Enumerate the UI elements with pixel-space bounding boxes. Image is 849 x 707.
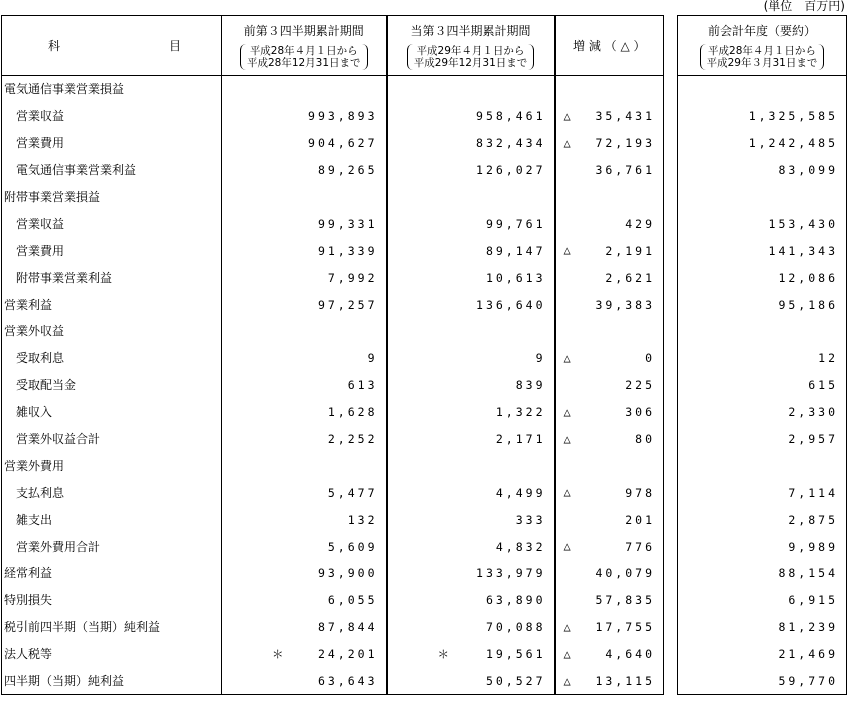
column-gap	[664, 614, 678, 641]
cell-prev-year-value: 153,430	[768, 216, 838, 231]
cell-prev-period	[222, 668, 387, 695]
cell-prev-period	[222, 76, 387, 103]
cell-prev-year-value: 6,915	[788, 593, 838, 608]
cell-prev-year-value: 81,239	[778, 620, 838, 635]
row-label: 附帯事業営業損益	[2, 184, 222, 211]
header-year-range	[700, 44, 825, 70]
cell-diff	[555, 560, 664, 587]
table-row	[2, 479, 847, 506]
row-label: 支払利息	[2, 479, 222, 506]
table-row	[2, 130, 847, 157]
cell-prev-year	[678, 399, 847, 426]
column-gap	[664, 399, 678, 426]
table-row	[2, 452, 847, 479]
cell-prev-period-value: 5,477	[327, 485, 378, 500]
row-label: 営業収益	[2, 210, 222, 237]
cell-diff-value: 13,115	[595, 674, 655, 689]
column-gap	[664, 237, 678, 264]
cell-prev-period	[222, 291, 387, 318]
cell-curr-period-value: 2,171	[495, 432, 546, 447]
note-asterisk: ＊	[272, 646, 287, 661]
column-gap	[664, 479, 678, 506]
cell-diff-value: 72,193	[595, 136, 655, 151]
row-label: 雑収入	[2, 399, 222, 426]
cell-prev-year	[678, 291, 847, 318]
cell-prev-year-value: 59,770	[778, 674, 838, 689]
cell-prev-period-value: 132	[347, 512, 378, 527]
cell-curr-period	[387, 587, 555, 614]
cell-diff-value: 201	[625, 512, 655, 527]
cell-diff	[555, 479, 664, 506]
table-row	[2, 264, 847, 291]
cell-diff-value: 2,191	[605, 243, 655, 258]
cell-prev-period	[222, 103, 387, 130]
note-asterisk: ＊	[437, 646, 452, 661]
cell-curr-period-value: 50,527	[485, 674, 546, 689]
cell-diff	[555, 426, 664, 453]
cell-prev-period	[222, 345, 387, 372]
cell-diff-value: 306	[625, 405, 655, 420]
cell-prev-year	[678, 587, 847, 614]
cell-prev-year	[678, 426, 847, 453]
cell-prev-period	[222, 184, 387, 211]
cell-prev-period	[222, 641, 387, 668]
cell-prev-period	[222, 372, 387, 399]
negative-triangle-icon: △	[563, 673, 574, 688]
cell-prev-year	[678, 157, 847, 184]
cell-curr-period-value: 1,322	[495, 405, 546, 420]
cell-prev-year-value: 615	[808, 378, 838, 393]
header-diff	[555, 16, 664, 76]
cell-diff	[555, 157, 664, 184]
cell-prev-year	[678, 533, 847, 560]
unit-note: (単位 百万円)	[763, 0, 845, 13]
negative-triangle-icon: △	[563, 619, 574, 634]
cell-prev-year-value: 12	[818, 351, 838, 366]
cell-prev-year	[678, 506, 847, 533]
cell-prev-period	[222, 318, 387, 345]
cell-curr-period-value: 832,434	[476, 136, 546, 151]
cell-curr-period	[387, 103, 555, 130]
cell-prev-year-value: 95,186	[778, 297, 838, 312]
cell-prev-period	[222, 264, 387, 291]
row-label: 営業費用	[2, 130, 222, 157]
cell-curr-period	[387, 130, 555, 157]
row-label: 営業利益	[2, 291, 222, 318]
cell-prev-period-value: 993,893	[308, 109, 378, 124]
cell-curr-period-value: 9	[535, 351, 546, 366]
cell-curr-period	[387, 668, 555, 695]
cell-curr-period-value: 4,832	[495, 539, 546, 554]
table-row	[2, 399, 847, 426]
table-row	[2, 372, 847, 399]
row-label: 営業外収益合計	[2, 426, 222, 453]
negative-triangle-icon: △	[563, 431, 574, 446]
table-row	[2, 318, 847, 345]
header-year-range-from: 平成28年４月１日から	[708, 44, 816, 57]
cell-curr-period	[387, 264, 555, 291]
table-row	[2, 614, 847, 641]
cell-diff-value: 4,640	[605, 647, 655, 662]
cell-curr-period-value: 99,761	[485, 216, 546, 231]
header-curr-title: 当第３四半期累計期間	[410, 23, 531, 38]
cell-curr-period	[387, 76, 555, 103]
cell-diff-value: 80	[635, 432, 655, 447]
cell-curr-period-value: 10,613	[485, 270, 546, 285]
cell-prev-period-value: 99,331	[317, 216, 378, 231]
cell-diff	[555, 237, 664, 264]
header-prev-year	[678, 16, 847, 76]
cell-curr-period-value: 126,027	[476, 163, 546, 178]
cell-curr-period	[387, 614, 555, 641]
column-gap	[664, 533, 678, 560]
row-label: 法人税等	[2, 641, 222, 668]
cell-curr-period	[387, 237, 555, 264]
column-gap	[664, 184, 678, 211]
header-prev-range	[240, 44, 368, 70]
negative-triangle-icon: △	[563, 243, 574, 258]
cell-prev-year-value: 83,099	[778, 163, 838, 178]
cell-diff	[555, 345, 664, 372]
column-gap	[664, 16, 678, 76]
row-label: 営業費用	[2, 237, 222, 264]
cell-diff	[555, 184, 664, 211]
negative-triangle-icon: △	[563, 404, 574, 419]
cell-diff-value: 225	[625, 378, 655, 393]
cell-curr-period	[387, 372, 555, 399]
cell-prev-period-value: 89,265	[317, 163, 378, 178]
header-curr-range-from: 平成29年４月１日から	[416, 44, 525, 57]
row-label: 附帯事業営業利益	[2, 264, 222, 291]
cell-diff	[555, 587, 664, 614]
header-prev-title: 前第３四半期累計期間	[243, 23, 364, 38]
cell-prev-year	[678, 641, 847, 668]
column-gap	[664, 641, 678, 668]
row-label: 電気通信事業営業損益	[2, 76, 222, 103]
cell-diff	[555, 318, 664, 345]
column-gap	[664, 264, 678, 291]
cell-prev-year	[678, 668, 847, 695]
table-body	[2, 76, 847, 695]
cell-prev-period	[222, 426, 387, 453]
cell-prev-year-value: 1,325,585	[748, 109, 838, 124]
column-gap	[664, 291, 678, 318]
cell-prev-period-value: 613	[347, 378, 378, 393]
cell-prev-year	[678, 479, 847, 506]
row-label: 営業収益	[2, 103, 222, 130]
cell-prev-period-value: 63,643	[317, 674, 378, 689]
column-gap	[664, 76, 678, 103]
cell-diff-value: 429	[625, 216, 655, 231]
cell-diff-value: 978	[625, 485, 655, 500]
table-row	[2, 506, 847, 533]
row-label: 雑支出	[2, 506, 222, 533]
header-curr-range	[407, 44, 535, 70]
cell-curr-period-value: 958,461	[476, 109, 546, 124]
cell-diff	[555, 452, 664, 479]
row-label: 税引前四半期（当期）純利益	[2, 614, 222, 641]
cell-prev-year	[678, 103, 847, 130]
column-gap	[664, 560, 678, 587]
cell-prev-period	[222, 479, 387, 506]
column-gap	[664, 452, 678, 479]
table-row	[2, 426, 847, 453]
cell-prev-period-value: 1,628	[327, 405, 378, 420]
cell-prev-year-value: 7,114	[788, 485, 838, 500]
cell-curr-period-value: 89,147	[485, 243, 546, 258]
cell-prev-period	[222, 157, 387, 184]
cell-prev-period	[222, 130, 387, 157]
income-statement-table	[1, 15, 847, 695]
column-gap	[664, 506, 678, 533]
negative-triangle-icon: △	[563, 108, 574, 123]
cell-prev-period	[222, 399, 387, 426]
cell-diff	[555, 614, 664, 641]
cell-diff-value: 57,835	[595, 593, 655, 608]
cell-curr-period	[387, 345, 555, 372]
cell-prev-year	[678, 264, 847, 291]
cell-prev-year	[678, 452, 847, 479]
cell-prev-year	[678, 130, 847, 157]
cell-prev-period-value: 5,609	[327, 539, 378, 554]
row-label: 営業外収益	[2, 318, 222, 345]
cell-prev-period	[222, 533, 387, 560]
cell-diff-value: 36,761	[595, 163, 655, 178]
cell-curr-period-value: 4,499	[495, 485, 546, 500]
cell-diff	[555, 291, 664, 318]
cell-curr-period-value: 133,979	[476, 566, 546, 581]
header-prev-period	[222, 16, 387, 76]
cell-diff-value: 40,079	[595, 566, 655, 581]
cell-prev-year-value: 2,330	[788, 405, 838, 420]
cell-curr-period	[387, 291, 555, 318]
cell-prev-period-value: 7,992	[327, 270, 378, 285]
table-row	[2, 76, 847, 103]
header-curr-range-to: 平成29年12月31日まで	[413, 56, 528, 69]
header-subject-left: 科	[48, 39, 61, 53]
cell-curr-period	[387, 399, 555, 426]
cell-diff	[555, 372, 664, 399]
column-gap	[664, 210, 678, 237]
cell-diff	[555, 641, 664, 668]
cell-prev-year	[678, 614, 847, 641]
cell-diff-value: 39,383	[595, 297, 655, 312]
row-label: 経常利益	[2, 560, 222, 587]
cell-prev-year	[678, 318, 847, 345]
column-gap	[664, 157, 678, 184]
column-gap	[664, 130, 678, 157]
cell-diff-value: 17,755	[595, 620, 655, 635]
cell-prev-year	[678, 560, 847, 587]
cell-prev-period	[222, 237, 387, 264]
row-label: 営業外費用合計	[2, 533, 222, 560]
cell-prev-year-value: 12,086	[778, 270, 838, 285]
cell-prev-year	[678, 345, 847, 372]
cell-prev-year	[678, 184, 847, 211]
row-label: 受取利息	[2, 345, 222, 372]
header-curr-period	[387, 16, 555, 76]
cell-diff-value: 0	[645, 351, 655, 366]
cell-prev-period-value: 904,627	[308, 136, 378, 151]
table-row	[2, 587, 847, 614]
table-row	[2, 210, 847, 237]
cell-curr-period-value: 839	[515, 378, 546, 393]
table-row	[2, 560, 847, 587]
cell-prev-period-value: 9	[367, 351, 378, 366]
cell-diff	[555, 399, 664, 426]
table-row	[2, 103, 847, 130]
table-row	[2, 291, 847, 318]
cell-prev-period	[222, 560, 387, 587]
column-gap	[664, 587, 678, 614]
cell-diff	[555, 506, 664, 533]
cell-prev-year	[678, 210, 847, 237]
cell-curr-period	[387, 184, 555, 211]
cell-diff	[555, 130, 664, 157]
header-subject-right: 目	[168, 39, 181, 53]
header-prev-range-from: 平成28年４月１日から	[249, 44, 358, 57]
cell-prev-period	[222, 210, 387, 237]
negative-triangle-icon: △	[563, 485, 574, 500]
cell-curr-period-value: 19,561	[485, 647, 546, 662]
negative-triangle-icon: △	[563, 539, 574, 554]
cell-prev-year	[678, 372, 847, 399]
row-label: 受取配当金	[2, 372, 222, 399]
negative-triangle-icon: △	[563, 135, 574, 150]
cell-curr-period	[387, 210, 555, 237]
negative-triangle-icon: △	[563, 350, 574, 365]
cell-prev-year	[678, 76, 847, 103]
cell-diff	[555, 533, 664, 560]
header-subject	[2, 16, 222, 76]
header-year-title: 前会計年度（要約）	[707, 23, 816, 38]
cell-prev-year-value: 2,875	[788, 512, 838, 527]
cell-prev-period	[222, 452, 387, 479]
cell-prev-period	[222, 506, 387, 533]
cell-curr-period	[387, 506, 555, 533]
cell-curr-period-value: 136,640	[476, 297, 546, 312]
cell-diff	[555, 210, 664, 237]
cell-prev-year-value: 141,343	[768, 243, 838, 258]
cell-prev-period-value: 24,201	[317, 647, 378, 662]
cell-prev-period	[222, 587, 387, 614]
cell-curr-period	[387, 426, 555, 453]
cell-prev-year-value: 9,989	[788, 539, 838, 554]
table-row	[2, 668, 847, 695]
table-row	[2, 641, 847, 668]
cell-prev-year-value: 2,957	[788, 432, 838, 447]
cell-diff-value: 776	[625, 539, 655, 554]
table-row	[2, 184, 847, 211]
row-label: 特別損失	[2, 587, 222, 614]
cell-curr-period	[387, 318, 555, 345]
column-gap	[664, 318, 678, 345]
column-gap	[664, 345, 678, 372]
cell-prev-period-value: 93,900	[317, 566, 378, 581]
table-row	[2, 237, 847, 264]
column-gap	[664, 372, 678, 399]
column-gap	[664, 668, 678, 695]
cell-curr-period-value: 63,890	[485, 593, 546, 608]
cell-curr-period	[387, 452, 555, 479]
cell-curr-period	[387, 560, 555, 587]
row-label: 電気通信事業営業利益	[2, 157, 222, 184]
cell-curr-period	[387, 479, 555, 506]
cell-prev-year-value: 21,469	[778, 647, 838, 662]
cell-diff-value: 2,621	[605, 270, 655, 285]
cell-prev-period-value: 6,055	[327, 593, 378, 608]
cell-prev-period-value: 97,257	[317, 297, 378, 312]
cell-diff	[555, 103, 664, 130]
cell-prev-year-value: 1,242,485	[748, 136, 838, 151]
table-row	[2, 533, 847, 560]
row-label: 四半期（当期）純利益	[2, 668, 222, 695]
table-row	[2, 345, 847, 372]
cell-curr-period	[387, 641, 555, 668]
negative-triangle-icon: △	[563, 646, 574, 661]
table-row	[2, 157, 847, 184]
cell-prev-period-value: 91,339	[317, 243, 378, 258]
cell-curr-period-value: 333	[515, 512, 546, 527]
header-year-range-to: 平成29年３月31日まで	[706, 56, 818, 69]
cell-curr-period	[387, 157, 555, 184]
cell-curr-period	[387, 533, 555, 560]
cell-prev-period	[222, 614, 387, 641]
cell-prev-period-value: 87,844	[317, 620, 378, 635]
cell-diff	[555, 668, 664, 695]
cell-prev-period-value: 2,252	[327, 432, 378, 447]
cell-diff	[555, 76, 664, 103]
cell-diff	[555, 264, 664, 291]
column-gap	[664, 426, 678, 453]
cell-prev-year-value: 88,154	[778, 566, 838, 581]
cell-curr-period-value: 70,088	[485, 620, 546, 635]
cell-diff-value: 35,431	[595, 109, 655, 124]
header-prev-range-to: 平成28年12月31日まで	[246, 56, 361, 69]
row-label: 営業外費用	[2, 452, 222, 479]
header-diff-label: 増 減 （ △ ）	[573, 39, 646, 53]
column-gap	[664, 103, 678, 130]
cell-prev-year	[678, 237, 847, 264]
